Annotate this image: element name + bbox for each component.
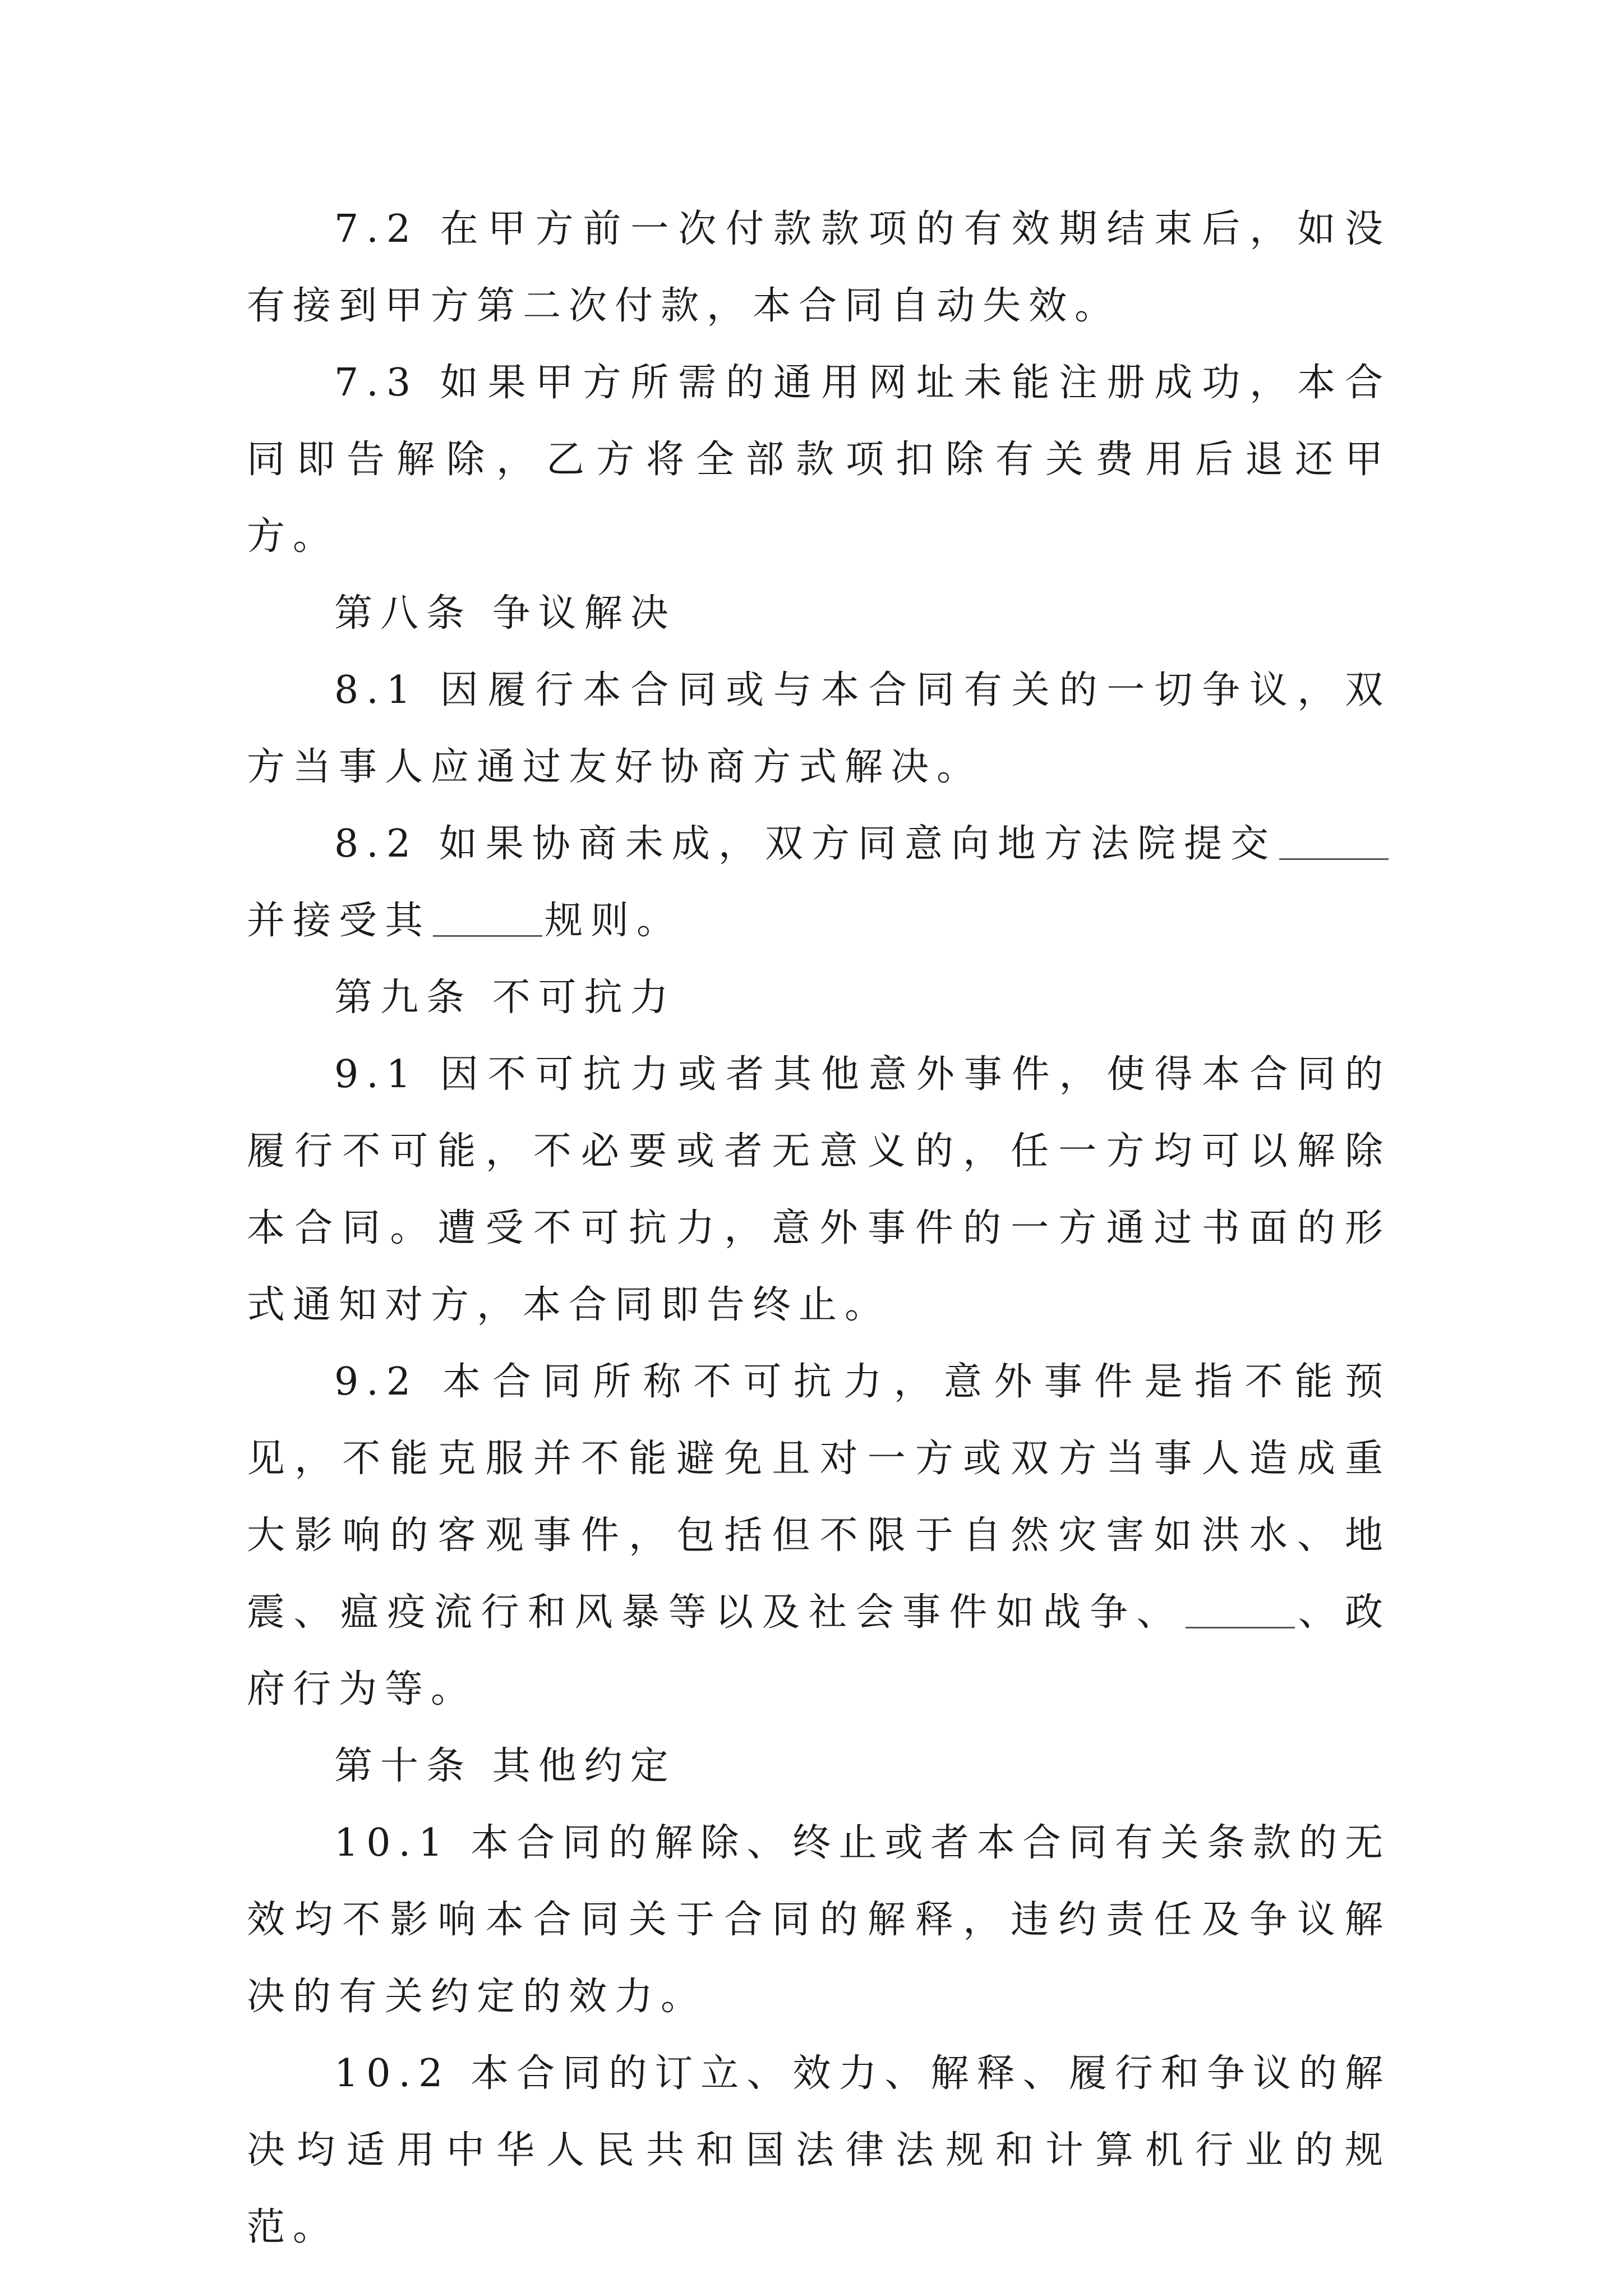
document-body: [247, 191, 1391, 2266]
clause-9-2: [247, 1343, 1391, 1728]
clause-8-1: 8.1 因履行本合同或与本合同有关的一切争议，双方当事人应通过友好协商方式解决。: [247, 668, 1391, 789]
clause-9-2-part-2: 、政府行为等。: [247, 1590, 1391, 1711]
clause-8-2-part-3: 规则。: [545, 899, 683, 943]
clause-9-2-part-1: 9.2 本合同所称不可抗力，意外事件是指不能预见，不能克服并不能避免且对一方或双方当事人造成重大影响的客观事件，包括但不限于自然灾害如洪水、地震、瘟疫流行和风暴等以及社会事件如战争、: [247, 1360, 1391, 1635]
clause-8-2-part-1: 8.2 如果协商未成，双方同意向地方法院提交: [334, 822, 1277, 866]
article-9-heading: 第九条 不可抗力: [334, 976, 676, 1020]
clause-10-1: 10.1 本合同的解除、终止或者本合同有关条款的无效均不影响本合同关于合同的解释，违约责任及争议解决的有关约定的效力。: [247, 1821, 1391, 2019]
article-10-heading: 第十条 其他约定: [334, 1744, 676, 1788]
clause-8-2: [247, 806, 1391, 959]
clause-8-2-part-2: 并接受其: [247, 899, 431, 943]
clause-7-3: 7.3 如果甲方所需的通用网址未能注册成功，本合同即告解除，乙方将全部款项扣除有关费用后退还甲方。: [247, 361, 1391, 559]
blank-social-event: [1186, 1589, 1295, 1628]
blank-rules: [433, 897, 542, 937]
blank-court-submission: [1279, 820, 1389, 860]
clause-9-1: 9.1 因不可抗力或者其他意外事件，使得本合同的履行不可能，不必要或者无意义的，任一方均可以解除本合同。遭受不可抗力，意外事件的一方通过书面的形式通知对方，本合同即告终止。: [247, 1052, 1391, 1327]
clause-10-2: 10.2 本合同的订立、效力、解释、履行和争议的解决均适用中华人民共和国法律法规和计算机行业的规范。: [247, 2051, 1391, 2249]
clause-7-2: 7.2 在甲方前一次付款款项的有效期结束后，如没有接到甲方第二次付款，本合同自动失效。: [247, 207, 1391, 328]
article-8-heading: 第八条 争议解决: [334, 591, 676, 636]
